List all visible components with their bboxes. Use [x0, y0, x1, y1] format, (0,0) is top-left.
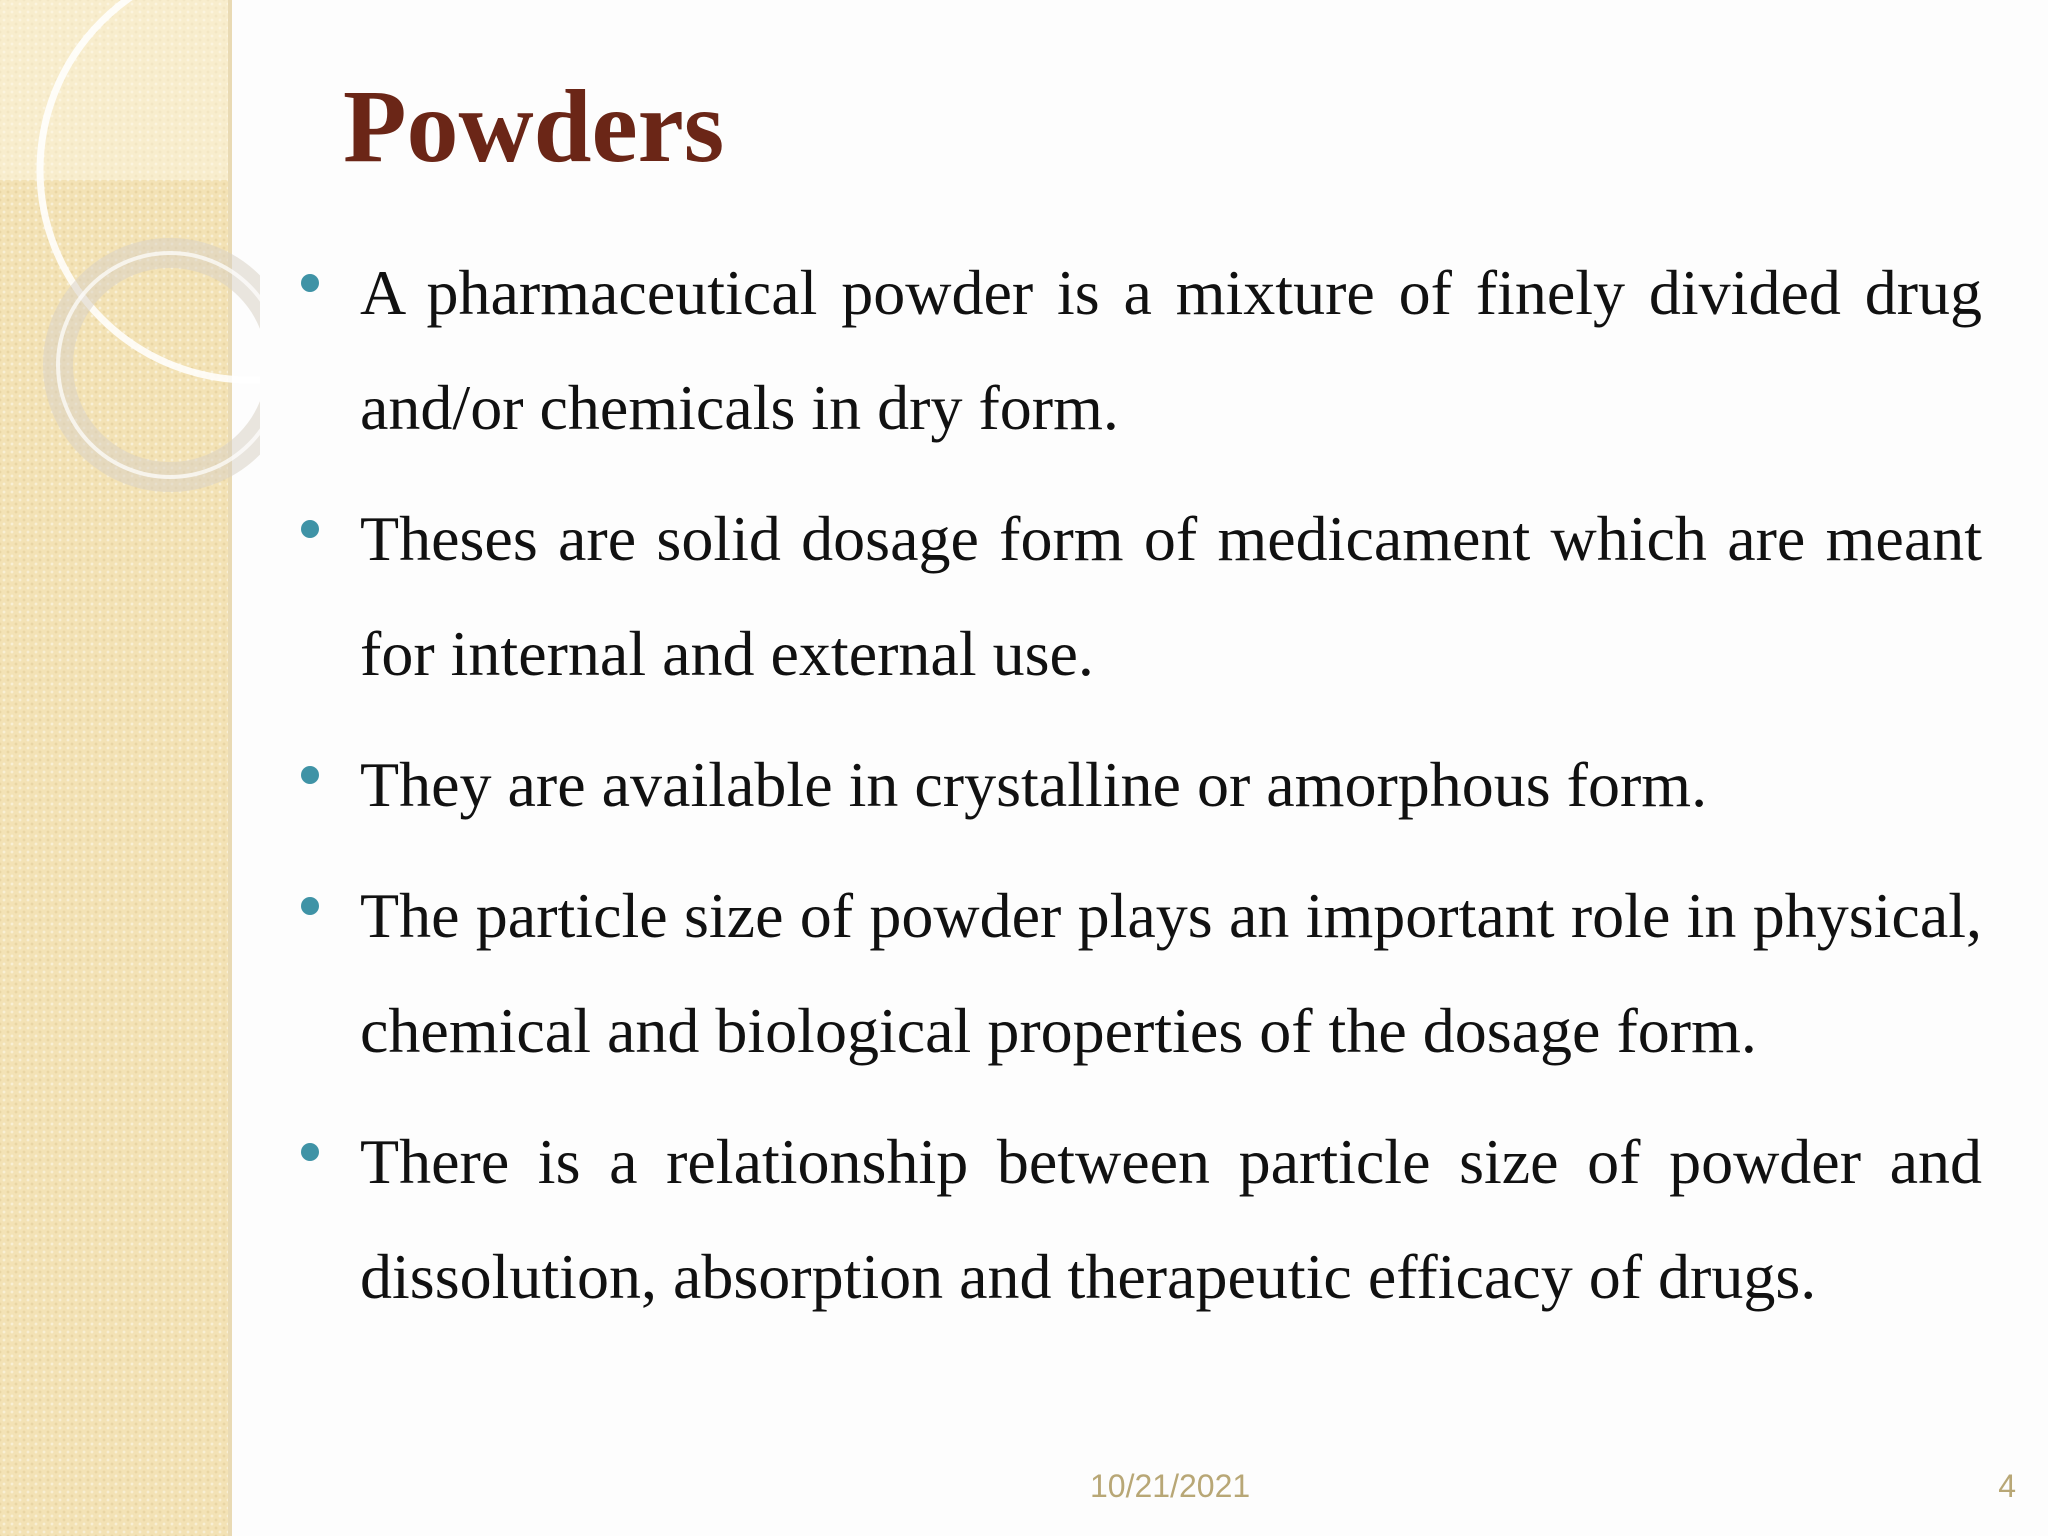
page-number: 4 — [1998, 1468, 2016, 1504]
bullet-dot-icon — [301, 766, 319, 784]
list-item — [290, 858, 1982, 1088]
bullet-dot-icon — [301, 274, 319, 292]
bullet-text: The particle size of powder plays an important role in physical, chemical and biological properties of the dosage form. — [360, 880, 1982, 1066]
decorative-rings — [0, 0, 260, 520]
bullet-text: Theses are solid dosage form of medicament which are meant for internal and external use. — [360, 503, 1982, 689]
footer-date: 10/21/2021 — [1090, 1468, 1251, 1504]
bullet-dot-icon — [301, 897, 319, 915]
slide-title: Powders — [343, 69, 725, 184]
list-item — [290, 1104, 1982, 1334]
list-item — [290, 481, 1982, 711]
bullet-text: A pharmaceutical powder is a mixture of finely divided drug and/or chemicals in dry form. — [360, 257, 1982, 443]
bullet-text: There is a relationship between particle size of powder and dissolution, absorption and therapeutic efficacy of drugs. — [360, 1126, 1982, 1312]
bullet-text: They are available in crystalline or amorphous form. — [360, 749, 1708, 820]
bullet-list — [290, 235, 1982, 1350]
bullet-dot-icon — [301, 1143, 319, 1161]
bullet-dot-icon — [301, 520, 319, 538]
list-item — [290, 727, 1982, 842]
list-item — [290, 235, 1982, 465]
